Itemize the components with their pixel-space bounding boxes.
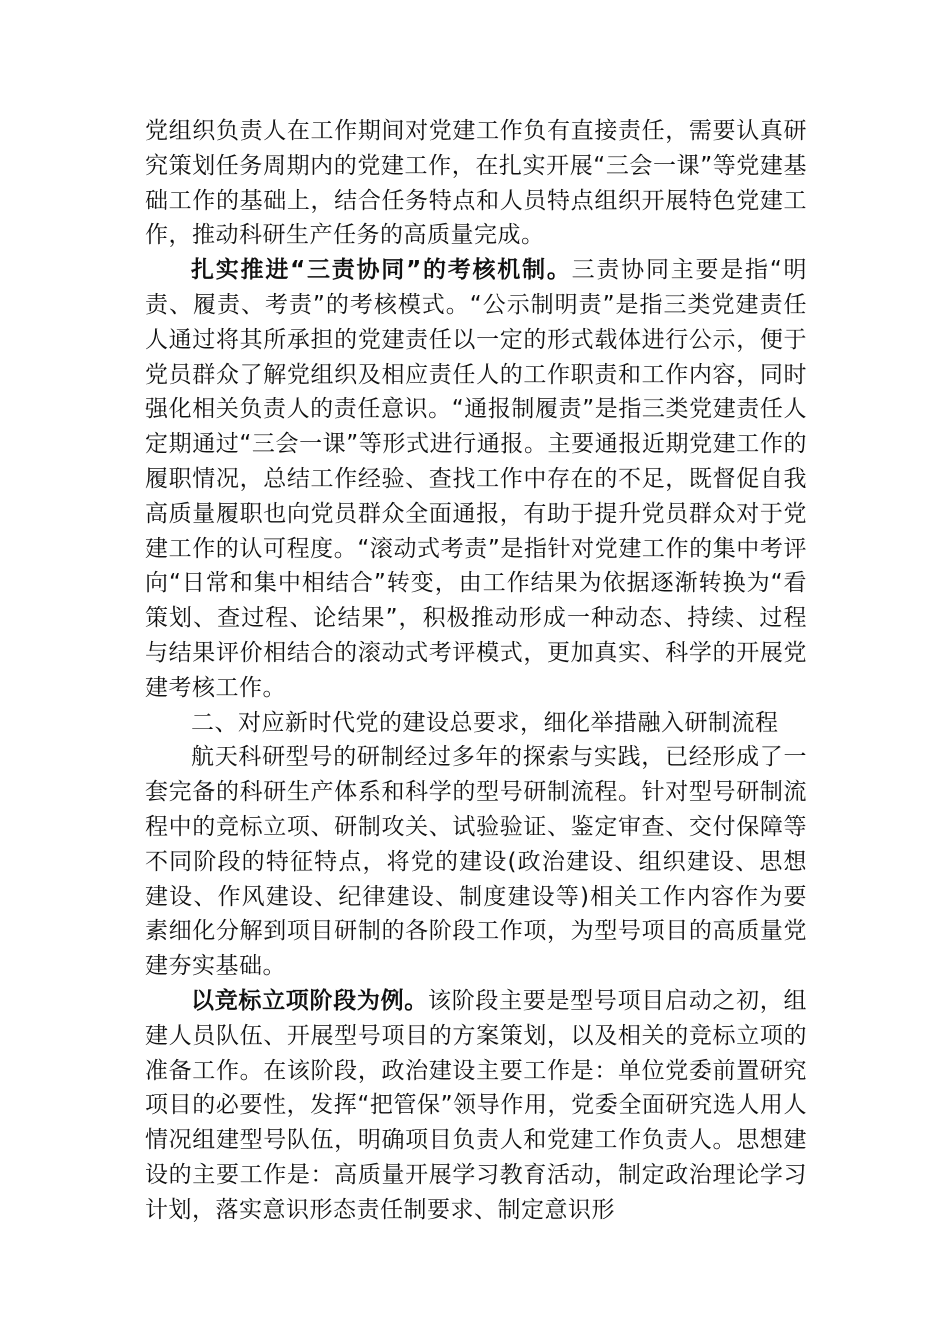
paragraph-4-body: 该阶段主要是型号项目启动之初，组建人员队伍、开展型号项目的方案策划，以及相关的竞标立项的准备工作。在该阶段，政治建设主要工作是：单位党委前置研究项目的必要性，发挥“把管保”领导作用，党委全面研究选人用人情况组建型号队伍，明确项目负责人和党建工作负责人。思想建设的主要工作是：高质量开展学习教育活动，制定政治理论学习计划，落实意识形态责任制要求、制定意识形 xyxy=(145,987,808,1223)
section-heading-2: 二、对应新时代党的建设总要求，细化举措融入研制流程 xyxy=(191,709,779,736)
paragraph-4-lead: 以竞标立项阶段为例。 xyxy=(191,987,428,1014)
paragraph-2 xyxy=(145,253,807,705)
document-page xyxy=(145,114,807,1228)
paragraph-3: 航天科研型号的研制经过多年的探索与实践，已经形成了一套完备的科研生产体系和科学的型号研制流程。针对型号研制流程中的竞标立项、研制攻关、试验验证、鉴定审查、交付保障等不同阶段的特征特点，将党的建设(政治建设、组织建设、思想建设、作风建设、纪律建设、制度建设等)相关工作内容作为要素细化分解到项目研制的各阶段工作项，为型号项目的高质量党建夯实基础。 xyxy=(145,744,807,980)
paragraph-2-body: 三责协同主要是指“明责、履责、考责”的考核模式。“公示制明责”是指三类党建责任人通过将其所承担的党建责任以一定的形式载体进行公示，便于党员群众了解党组织及相应责任人的工作职责和工作内容，同时强化相关负责人的责任意识。“通报制履责”是指三类党建责任人定期通过“三会一课”等形式进行通报。主要通报近期党建工作的履职情况，总结工作经验、查找工作中存在的不足，既督促自我高质量履职也向党员群众全面通报，有助于提升党员群众对于党建工作的认可程度。“滚动式考责”是指针对党建工作的集中考评向“日常和集中相结合”转变，由工作结果为依据逐渐转换为“看策划、查过程、论结果”，积极推动形成一种动态、持续、过程与结果评价相结合的滚动式考评模式，更加真实、科学的开展党建考核工作。 xyxy=(145,257,808,701)
paragraph-4 xyxy=(145,984,807,1228)
paragraph-2-lead: 扎实推进“三责协同”的考核机制。 xyxy=(191,257,572,284)
paragraph-1: 党组织负责人在工作期间对党建工作负有直接责任，需要认真研究策划任务周期内的党建工作，在扎实开展“三会一课”等党建基础工作的基础上，结合任务特点和人员特点组织开展特色党建工作，推动科研生产任务的高质量完成。 xyxy=(145,118,807,249)
